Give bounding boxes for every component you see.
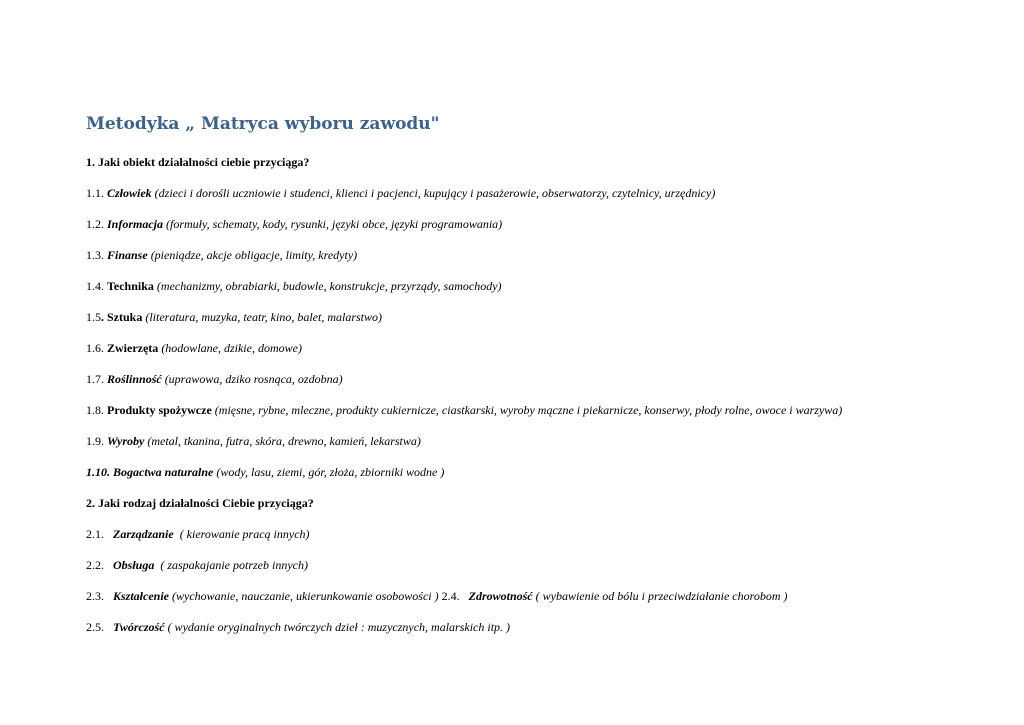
item-number: 1.6. <box>86 341 107 355</box>
item-number: 2.5. <box>86 620 113 634</box>
item-description: (literatura, muzyka, teatr, kino, balet, malarstwo) <box>142 310 382 324</box>
item-description: ( zaspakajanie potrzeb innych) <box>154 558 308 572</box>
list-item-1-7 <box>86 371 343 387</box>
item-term: Bogactwa naturalne <box>113 465 214 479</box>
item-description: (wychowanie, nauczanie, ukierunkowanie osobowości ) <box>169 589 442 603</box>
item-term: Informacja <box>107 217 164 231</box>
item-number: 2.3. <box>86 589 113 603</box>
item-number: 2.2. <box>86 558 113 572</box>
item-term: Obsługa <box>113 558 155 572</box>
item-number: 1.1. <box>86 186 107 200</box>
list-item-1-3 <box>86 247 357 263</box>
item-term: Zdrowotność <box>468 589 533 603</box>
item-number: 1.9. <box>86 434 107 448</box>
list-item-1-2 <box>86 216 502 232</box>
item-term: Finanse <box>107 248 148 262</box>
item-description: ( wybawienie od bólu i przeciwdziałanie chorobom ) <box>532 589 788 603</box>
item-description: (metal, tkanina, futra, skóra, drewno, kamień, lekarstwa) <box>144 434 421 448</box>
list-item-1-5 <box>86 309 382 325</box>
item-description: (dzieci i dorośli uczniowie i studenci, klienci i pacjenci, kupujący i pasażerowie, obserwatorzy, czytelnicy, urzędnicy) <box>151 186 716 200</box>
item-description: (uprawowa, dziko rosnąca, ozdobna) <box>161 372 343 386</box>
item-number: 1.2. <box>86 217 107 231</box>
question-1: 1. Jaki obiekt działalności ciebie przyciąga? <box>86 155 310 169</box>
item-term: Twórczość <box>113 620 165 634</box>
list-item-1-4 <box>86 278 502 294</box>
item-number: 1.8. <box>86 403 107 417</box>
item-number: 2.4. <box>441 589 469 603</box>
item-number: 2.1. <box>86 527 113 541</box>
list-item-2-2 <box>86 557 308 573</box>
item-number: 1.10. <box>86 465 113 479</box>
item-term: Produkty spożywcze <box>107 403 212 417</box>
item-term: Kształcenie <box>113 589 169 603</box>
list-item-1-8 <box>86 402 842 418</box>
item-number: 1.5 <box>86 310 101 324</box>
item-term: Wyroby <box>107 434 145 448</box>
list-item-1-9 <box>86 433 421 449</box>
item-description: (mechanizmy, obrabiarki, budowle, konstrukcje, przyrządy, samochody) <box>153 279 502 293</box>
list-item-1-1 <box>86 185 715 201</box>
list-item-1-6 <box>86 340 302 356</box>
item-description: ( wydanie oryginalnych twórczych dzieł : muzycznych, malarskich itp. ) <box>164 620 511 634</box>
item-number: 1.4. <box>86 279 107 293</box>
item-term: Technika <box>107 279 154 293</box>
item-term: Człowiek <box>107 186 152 200</box>
list-item-2-3 <box>86 588 788 604</box>
item-description: (pieniądze, akcje obligacje, limity, kredyty) <box>147 248 358 262</box>
list-item-2-5 <box>86 619 510 635</box>
item-term: Zwierzęta <box>107 341 159 355</box>
item-description: (formuły, schematy, kody, rysunki, języki obce, języki programowania) <box>163 217 503 231</box>
item-term: Roślinność <box>107 372 162 386</box>
item-term: Zarządzanie <box>113 527 174 541</box>
item-term: . Sztuka <box>101 310 143 324</box>
item-number: 1.7. <box>86 372 107 386</box>
item-description: (hodowlane, dzikie, domowe) <box>158 341 302 355</box>
list-item-2-1 <box>86 526 310 542</box>
item-description: (wody, lasu, ziemi, gór, złoża, zbiorniki wodne ) <box>213 465 445 479</box>
item-description: (mięsne, rybne, mleczne, produkty cukiernicze, ciastkarski, wyroby mączne i piekarnicze, konserwy, płody rolne, owoce i warzywa) <box>211 403 843 417</box>
item-description: ( kierowanie pracą innych) <box>173 527 310 541</box>
item-number: 1.3. <box>86 248 107 262</box>
document-title: Metodyka „ Matryca wyboru zawodu" <box>86 114 440 134</box>
list-item-1-10 <box>86 464 444 480</box>
question-2: 2. Jaki rodzaj działalności Ciebie przyciąga? <box>86 496 314 510</box>
